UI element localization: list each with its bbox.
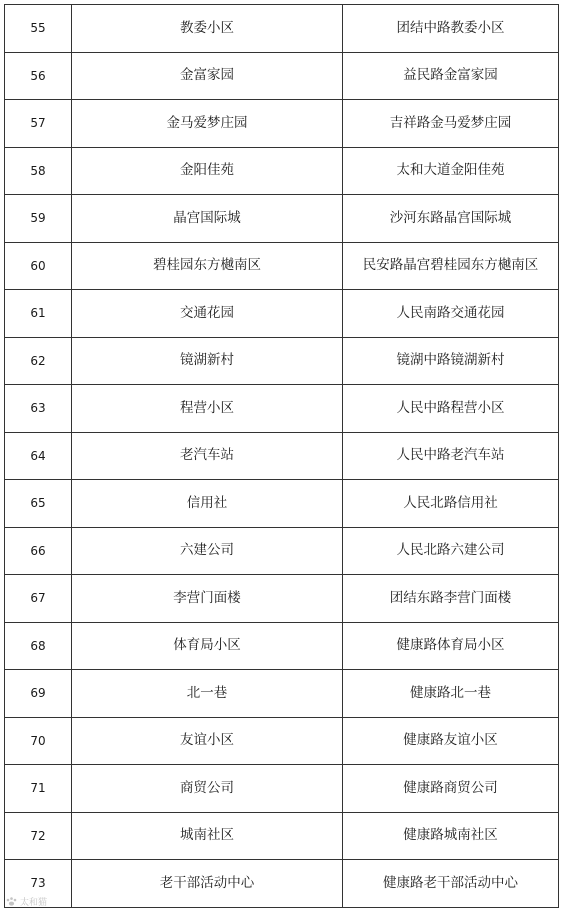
community-name-cell: 信用社: [72, 480, 343, 528]
table-row: [5, 195, 559, 243]
row-number-cell: 55: [5, 5, 72, 53]
community-name-cell: 商贸公司: [72, 765, 343, 813]
community-name-cell: 碧桂园东方樾南区: [72, 242, 343, 290]
table-row: [5, 5, 559, 53]
row-number-cell: 69: [5, 670, 72, 718]
table-row: [5, 52, 559, 100]
community-address-cell: 健康路老干部活动中心: [343, 860, 559, 908]
community-address-cell: 团结中路教委小区: [343, 5, 559, 53]
community-name-cell: 老干部活动中心: [72, 860, 343, 908]
community-table-container: [4, 4, 558, 908]
community-name-cell: 镜湖新村: [72, 337, 343, 385]
community-name-cell: 程营小区: [72, 385, 343, 433]
community-address-cell: 健康路友谊小区: [343, 717, 559, 765]
table-row: [5, 432, 559, 480]
community-address-cell: 人民中路程营小区: [343, 385, 559, 433]
row-number-cell: 72: [5, 812, 72, 860]
row-number-cell: 73: [5, 860, 72, 908]
table-row: [5, 575, 559, 623]
community-address-cell: 太和大道金阳佳苑: [343, 147, 559, 195]
table-row: [5, 337, 559, 385]
community-address-cell: 团结东路李营门面楼: [343, 575, 559, 623]
community-name-cell: 教委小区: [72, 5, 343, 53]
community-address-cell: 健康路城南社区: [343, 812, 559, 860]
table-row: [5, 670, 559, 718]
community-address-cell: 人民北路六建公司: [343, 527, 559, 575]
community-name-cell: 老汽车站: [72, 432, 343, 480]
community-address-cell: 健康路商贸公司: [343, 765, 559, 813]
table-row: [5, 812, 559, 860]
community-name-cell: 金马爱梦庄园: [72, 100, 343, 148]
community-table: [4, 4, 559, 908]
row-number-cell: 64: [5, 432, 72, 480]
community-name-cell: 北一巷: [72, 670, 343, 718]
row-number-cell: 65: [5, 480, 72, 528]
table-row: [5, 765, 559, 813]
community-address-cell: 健康路体育局小区: [343, 622, 559, 670]
row-number-cell: 71: [5, 765, 72, 813]
community-name-cell: 晶宫国际城: [72, 195, 343, 243]
community-address-cell: 人民北路信用社: [343, 480, 559, 528]
community-address-cell: 健康路北一巷: [343, 670, 559, 718]
row-number-cell: 59: [5, 195, 72, 243]
table-row: [5, 290, 559, 338]
row-number-cell: 68: [5, 622, 72, 670]
row-number-cell: 62: [5, 337, 72, 385]
table-row: [5, 717, 559, 765]
community-address-cell: 沙河东路晶宫国际城: [343, 195, 559, 243]
community-address-cell: 吉祥路金马爱梦庄园: [343, 100, 559, 148]
watermark: [6, 895, 47, 908]
table-row: [5, 242, 559, 290]
community-name-cell: 体育局小区: [72, 622, 343, 670]
paw-logo-icon: [6, 897, 17, 906]
table-row: [5, 100, 559, 148]
community-address-cell: 益民路金富家园: [343, 52, 559, 100]
row-number-cell: 70: [5, 717, 72, 765]
community-name-cell: 友谊小区: [72, 717, 343, 765]
community-name-cell: 交通花园: [72, 290, 343, 338]
community-address-cell: 民安路晶宫碧桂园东方樾南区: [343, 242, 559, 290]
table-row: [5, 860, 559, 908]
community-name-cell: 六建公司: [72, 527, 343, 575]
row-number-cell: 56: [5, 52, 72, 100]
row-number-cell: 57: [5, 100, 72, 148]
community-name-cell: 金富家园: [72, 52, 343, 100]
row-number-cell: 60: [5, 242, 72, 290]
row-number-cell: 61: [5, 290, 72, 338]
row-number-cell: 63: [5, 385, 72, 433]
table-row: [5, 147, 559, 195]
row-number-cell: 67: [5, 575, 72, 623]
table-row: [5, 385, 559, 433]
community-address-cell: 人民南路交通花园: [343, 290, 559, 338]
watermark-text: 太和猫: [20, 898, 48, 908]
community-address-cell: 镜湖中路镜湖新村: [343, 337, 559, 385]
row-number-cell: 66: [5, 527, 72, 575]
table-row: [5, 527, 559, 575]
row-number-cell: 58: [5, 147, 72, 195]
community-name-cell: 李营门面楼: [72, 575, 343, 623]
table-row: [5, 622, 559, 670]
table-row: [5, 480, 559, 528]
community-name-cell: 城南社区: [72, 812, 343, 860]
community-table-body: [5, 5, 559, 908]
community-address-cell: 人民中路老汽车站: [343, 432, 559, 480]
community-name-cell: 金阳佳苑: [72, 147, 343, 195]
